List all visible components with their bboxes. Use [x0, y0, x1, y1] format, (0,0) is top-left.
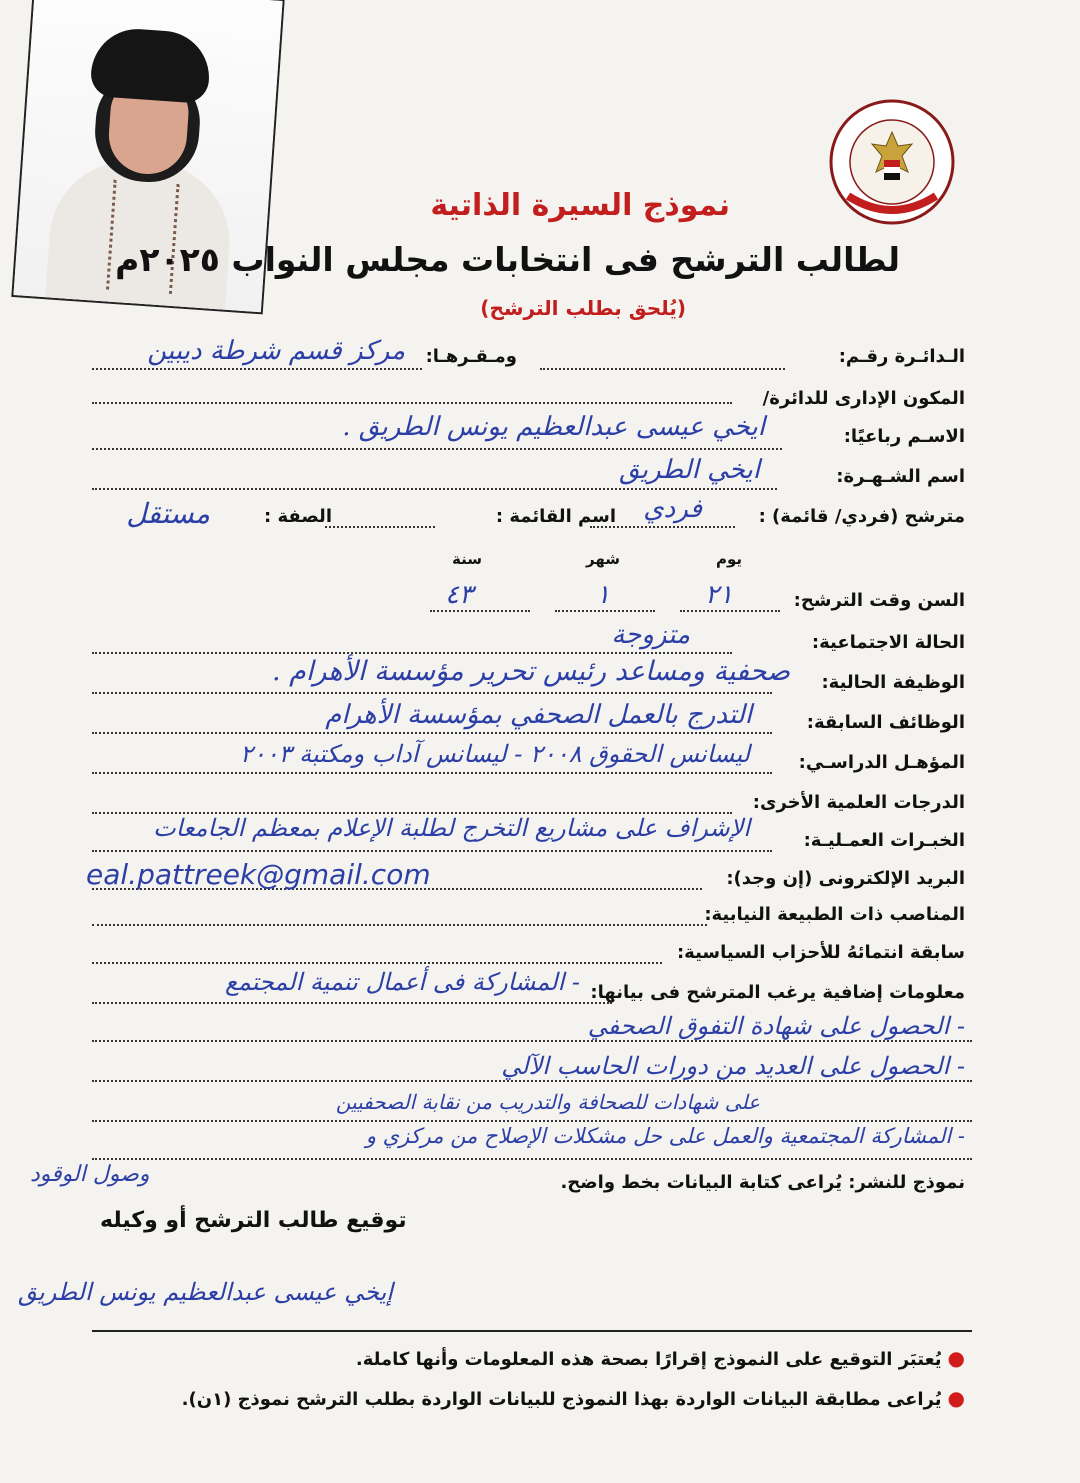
day-header: يوم: [716, 550, 743, 568]
name-value: ايخي عيسى عبدالعظيم يونس الطريق .: [342, 412, 765, 442]
candidate-type-label: مترشح (فردي/ قائمة) :: [758, 506, 965, 527]
month-header: شهر: [586, 550, 620, 568]
bullet-dot-icon: ●: [947, 1346, 965, 1370]
day-dots: [680, 610, 780, 612]
name-label: الاسـم رباعيًا:: [843, 426, 965, 447]
extra-dots-1: [92, 1002, 612, 1004]
current-job-value: صحفية ومساعد رئيس تحرير مؤسسة الأهرام .: [271, 656, 790, 687]
footer-bullet-1: [356, 1346, 965, 1370]
marital-value: متزوجة: [611, 620, 690, 650]
month-value: ١: [596, 580, 610, 610]
extra-info-label: معلومات إضافية يرغب المترشح فى بيانها:: [590, 982, 965, 1003]
parliamentary-label: المناصب ذات الطبيعة النيابية:: [704, 904, 965, 925]
handwritten-signature: إيخي عيسى عبدالعظيم يونس الطريق: [18, 1278, 393, 1306]
name-dots: [92, 448, 782, 450]
experience-value: الإشراف على مشاريع التخرج لطلبة الإعلام بمعظم الجامعات: [153, 814, 750, 842]
extra-line-1: - المشاركة فى أعمال تنمية المجتمع: [225, 968, 580, 996]
education-dots: [92, 772, 772, 774]
extra-dots-2: [92, 1040, 972, 1042]
footer-bullet-2: [182, 1386, 965, 1410]
fame-value: ايخي الطريق: [619, 455, 760, 485]
extra-line-2: - الحصول على شهادة التفوق الصحفي: [587, 1012, 965, 1040]
extra-dots-3: [92, 1080, 972, 1082]
admin-dots: [92, 402, 732, 404]
current-job-dots: [92, 692, 772, 694]
footer-divider: [92, 1330, 972, 1332]
footer-bullet-2-text: يُراعى مطابقة البيانات الواردة بهذا النموذج للبيانات الواردة بطلب الترشح نموذج (١ن).: [181, 1389, 942, 1410]
party-label: سابقة انتمائهُ للأحزاب السياسية:: [676, 942, 965, 963]
candidate-type-value: فردي: [643, 494, 702, 524]
capacity-value: مستقل: [126, 497, 210, 530]
experience-dots: [92, 850, 772, 852]
age-label: السن وقت الترشح:: [793, 590, 965, 611]
seat-value: مركز قسم شرطة ديبين: [147, 336, 405, 366]
footer-bullet-1-text: يُعتبَر التوقيع على النموذج إقرارًا بصحة هذه المعلومات وأنها كاملة.: [355, 1349, 942, 1370]
fame-dots: [92, 488, 777, 490]
list-name-label: اسم القائمة :: [495, 506, 616, 527]
previous-jobs-value: التدرج بالعمل الصحفي بمؤسسة الأهرام: [325, 700, 752, 730]
marital-dots: [92, 652, 732, 654]
current-job-label: الوظيفة الحالية:: [821, 672, 965, 693]
district-dots: [540, 368, 785, 370]
experience-label: الخبـرات العمـليـة:: [803, 830, 965, 851]
form-title: نموذج السيرة الذاتية: [430, 188, 730, 223]
admin-label: المكون الإدارى للدائرة/: [762, 388, 965, 409]
parliamentary-dots: [92, 924, 707, 926]
day-value: ٢١: [705, 580, 733, 610]
seat-label: ومـقـرهـا:: [425, 346, 517, 367]
capacity-label: الصفة :: [263, 506, 332, 527]
extra-line-4: على شهادات للصحافة والتدريب من نقابة الصحفيين: [335, 1090, 760, 1114]
email-label: البريد الإلكترونى (إن وجد):: [726, 868, 965, 889]
month-dots: [555, 610, 655, 612]
extra-line-6: وصول الوقود: [30, 1162, 150, 1187]
email-value: eal.pattreek@gmail.com: [86, 858, 431, 891]
extra-line-5: - المشاركة المجتمعية والعمل على حل مشكلات الإصلاح من مركزي و: [365, 1124, 965, 1148]
previous-jobs-dots: [92, 732, 772, 734]
extra-line-3: - الحصول على العديد من دورات الحاسب الآلي: [501, 1052, 965, 1080]
signature-title: توقيع طالب الترشح أو وكيله: [100, 1208, 407, 1233]
year-header: سنة: [452, 550, 482, 568]
education-value: ليسانس الحقوق ٢٠٠٨ - ليسانس آداب ومكتبة ٢٠٠٣: [239, 740, 750, 768]
degrees-label: الدرجات العلمية الأخرى:: [752, 792, 965, 813]
year-dots: [430, 610, 530, 612]
party-dots: [92, 962, 662, 964]
extra-dots-5: [92, 1158, 972, 1160]
year-value: ٤٣: [445, 580, 473, 610]
form-note: (يُلحق بطلب الترشح): [480, 296, 686, 320]
publish-note: نموذج للنشر: يُراعى كتابة البيانات بخط واضح.: [560, 1172, 965, 1193]
seat-dots: [92, 368, 422, 370]
fame-label: اسم الشـهـرة:: [836, 466, 965, 487]
education-label: المؤهـل الدراسـي:: [798, 752, 965, 773]
extra-dots-4: [92, 1120, 972, 1122]
district-label: الـدائـرة رقـم:: [838, 346, 965, 367]
national-election-authority-seal: [828, 98, 956, 226]
form-subtitle: لطالب الترشح فى انتخابات مجلس النواب ٢٠٢٥م: [115, 240, 900, 279]
list-name-dots: [325, 526, 435, 528]
previous-jobs-label: الوظائف السابقة:: [806, 712, 965, 733]
bullet-dot-icon: ●: [947, 1386, 965, 1410]
marital-label: الحالة الاجتماعية:: [811, 632, 965, 653]
